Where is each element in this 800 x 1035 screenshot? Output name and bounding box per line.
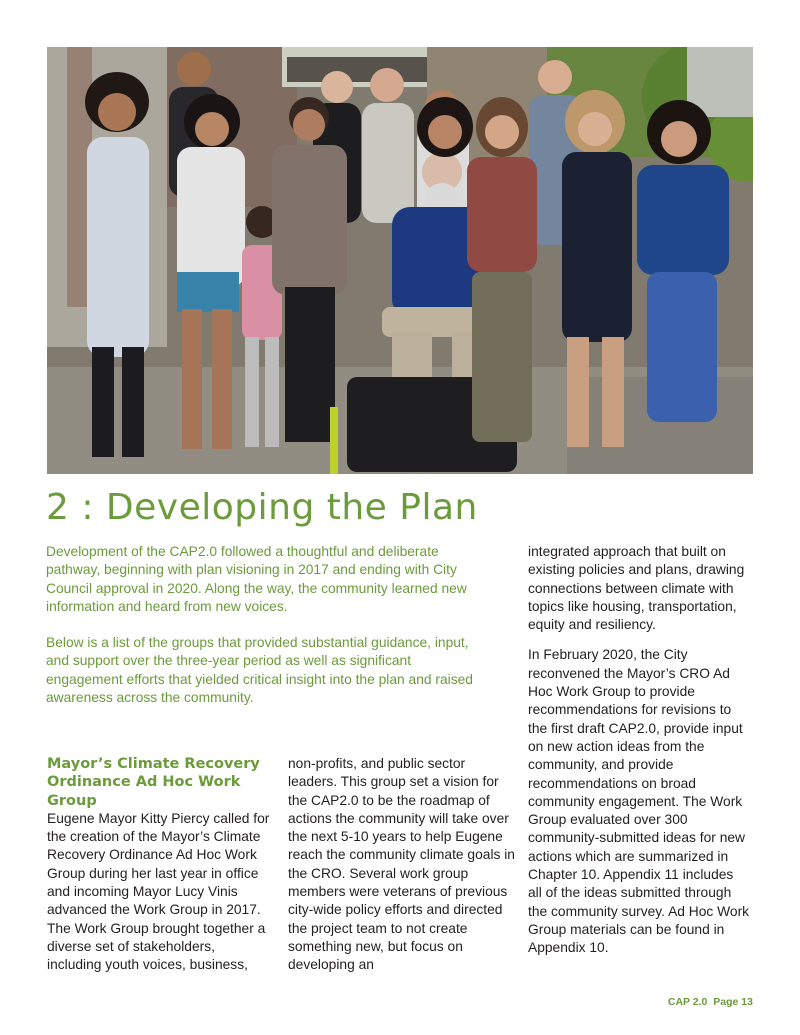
body-paragraph: Eugene Mayor Kitty Piercy called for the creation of the Mayor’s Climate Recovery Ordinance Ad Hoc Work Group during her last year in office and incoming Mayor Lucy Vinis advanced the Work Group in 2017. The Work Group brought together a diverse set of stakeholders, including youth voices, business,	[47, 810, 270, 973]
group-photo	[47, 47, 753, 474]
text-column-1	[47, 755, 272, 975]
document-label: CAP 2.0	[667, 996, 708, 1008]
body-paragraph: non-profits, and public sector leaders. This group set a vision for the CAP2.0 to be the roadmap of actions the community will take over the next 5-10 years to help Eugene reach the community climate goals in the CRO. Several work group members were veterans of previous city-wide policy efforts and directed the project team to not create something new, but focus on developing an	[288, 756, 515, 973]
page-number: Page 13	[713, 996, 753, 1008]
intro-text	[46, 543, 486, 725]
section-heading: 2 : Developing the Plan	[46, 487, 478, 528]
work-group-heading: Mayor’s Climate Recovery Ordinance Ad Hoc Work Group	[47, 756, 260, 809]
intro-paragraph: Below is a list of the groups that provided substantial guidance, input, and support over the three-year period as well as significant engagement efforts that yielded critical insight into the plan and raised awareness across the community.	[46, 635, 473, 706]
page-footer	[668, 996, 753, 1008]
intro-paragraph: Development of the CAP2.0 followed a thoughtful and deliberate pathway, beginning with plan visioning in 2017 and ending with City Council approval in 2020. Along the way, the community learned new information and heard from new voices.	[46, 544, 467, 614]
text-column-3	[528, 543, 750, 958]
text-column-2	[288, 755, 518, 975]
body-paragraph: integrated approach that built on existing policies and plans, drawing connections between climate with topics like housing, transportation, equity and resiliency.	[528, 544, 745, 633]
body-paragraph: In February 2020, the City reconvened the Mayor’s CRO Ad Hoc Work Group to provide recommendations for revisions to the first draft CAP2.0, provide input on new action ideas from the community, and provide recommendations on broad community engagement. The Work Group evaluated over 300 community-submitted ideas for new actions which are summarized in Chapter 10. Appendix 11 includes all of the ideas submitted through the community survey. Ad Hoc Work Group materials can be found in Appendix 10.	[528, 647, 750, 956]
